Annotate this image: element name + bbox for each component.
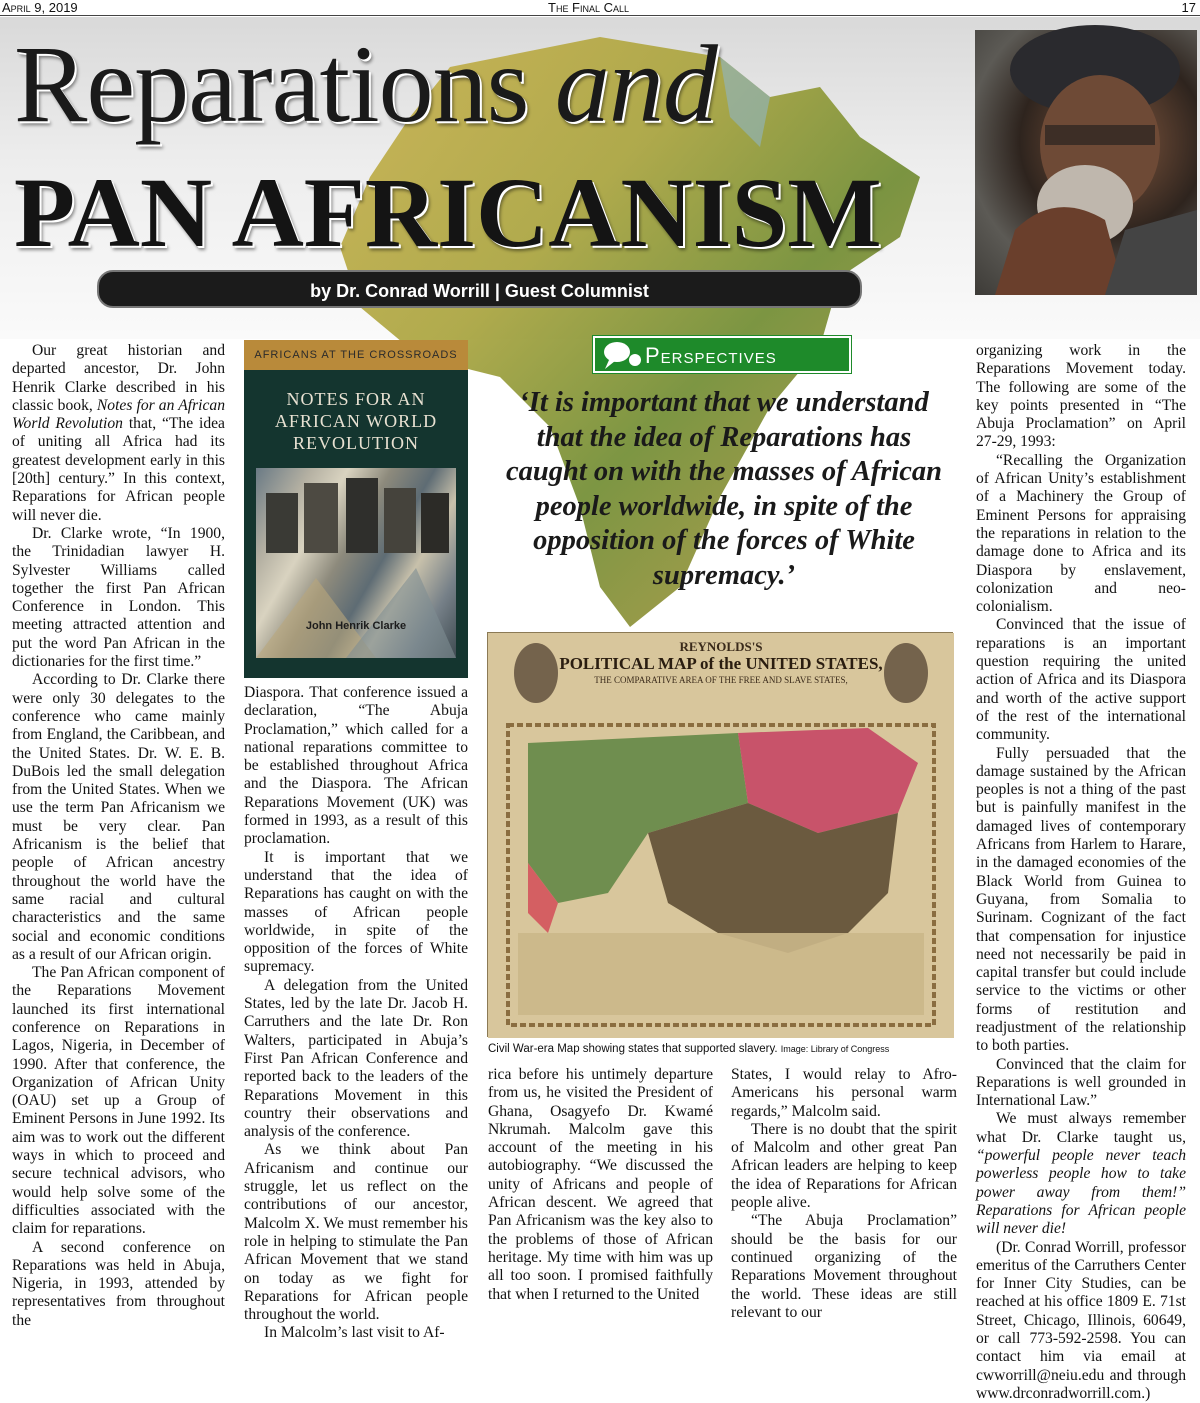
paragraph: In Malcolm’s last visit to Af- (264, 1324, 445, 1342)
paragraph: “Recalling the Organization of African Unity’s establishment of a Machinery the Group of Eminent Persons for appraising the reparations in relation to the damage done to Africa and its Diaspora by enslavement, colonization and neo-colonialism. (976, 451, 1186, 616)
paragraph: organizing work in the Reparations Movement today. The following are some of the key points presented in “The Abuja Proclamation” on April 27-29, 1993: (976, 342, 1186, 451)
book-cover-image (244, 340, 468, 678)
paragraph: Diaspora. That conference issued a declaration, “The Abuja Proclamation,” which called for a national reparations committee to be established throughout Africa and the Diaspora. The African Reparations Movement (UK) was formed in 1993, as a result of this proclamation. (244, 684, 468, 848)
paragraph: According to Dr. Clarke there were only 30 delegates to the conference who came mainly from England, the Caribbean, and the United States. Dr. W. E. B. DuBois led the small delegation from the United States. When we use the term Pan Africanism we must be very clear. Pan Africanism is the belief that people of African ancestry throughout the world have the same racial and cultural characteristics and the same social and economic conditions as a result of our African origin. (12, 671, 225, 963)
newspaper-name: The Final Call (548, 0, 630, 15)
byline-bar: by Dr. Conrad Worrill | Guest Columnist (97, 270, 862, 308)
paragraph: States, I would relay to Afro-Americans his personal warm regards,” Malcolm said. (731, 1066, 957, 1120)
paragraph: Dr. Clarke wrote, “In 1900, the Trinidadian lawyer H. Sylvester Williams called together the first Pan African Conference in London. This meeting attracted attention and put the word Pan African in the dictionaries for the first time.” (12, 524, 225, 671)
book-title: NOTES FOR AN AFRICAN WORLD REVOLUTION (274, 389, 438, 453)
paragraph: Convinced that the claim for Reparations is well grounded in International Law.” (976, 1055, 1186, 1110)
headline-line-2: PAN AFRICANISM (14, 157, 882, 268)
paragraph: A second conference on Reparations was held in Abuja, Nigeria, in 1993, attended by representatives from throughout the (12, 1238, 225, 1329)
map-heading: REYNOLDS'S (679, 639, 763, 654)
article-column-1 (12, 342, 225, 1330)
running-head (0, 0, 1200, 16)
political-map-image (487, 632, 953, 1037)
paragraph: It is important that we understand that the idea of Reparations has caught on with the masses of African people worldwide, in spite of the opposition of the forces of White supremacy. (244, 848, 468, 976)
paragraph: As we think about Pan Africanism and continue our struggle, let us reflect on the contributions of our ancestor, Malcolm X. We must remember his role in helping to stimulate the Pan African Movement that we stand on today as we fight for Reparations for African people throughout the world. (244, 1141, 468, 1324)
paragraph (12, 342, 225, 525)
headline-word-reparations: Reparations (14, 23, 529, 145)
page-number: 17 (1181, 0, 1196, 15)
article-column-2 (244, 684, 468, 1343)
paragraph: A delegation from the United States, led by the late Dr. Jacob H. Carruthers and the late Dr. Ron Walters, participated in Abuja’s First Pan African Conference and reported back to the leaders of the Reparations Movement in this country their observations and analysis of the conference. (244, 976, 468, 1141)
paragraph: “The Abuja Proclamation” should be the basis for our continued organizing of the Reparations Movement throughout the world. These ideas are still relevant to our (731, 1212, 957, 1321)
book-title-reference: Notes for an African World Revolution (12, 396, 226, 433)
article-column-5 (976, 342, 1186, 1403)
paragraph (976, 1110, 1186, 1238)
paragraph: Fully persuaded that the damage sustained by the African peoples is not a thing of the past but is painfully manifest in the damaged lives of contemporary Africans from Harlem to Harare, in the damaged economies of the Black World from Guinea to Guyana, from Somalia to Surinam. Cognizant of the fact that compensation for injustice need not necessarily be paid in capital transfer but could include service to the victims or other forms of restitution and readjustment of the relationship to both parties. (976, 744, 1186, 1055)
author-portrait-image (975, 30, 1197, 295)
map-title: POLITICAL MAP of the UNITED STATES, (559, 654, 883, 673)
text-run: that, “The idea of uniting all Africa had its greatest development early in this [20th] century.” In this context, Reparations for African people will never die. (12, 415, 225, 524)
headline-word-and: and (554, 23, 717, 145)
map-caption (488, 1042, 958, 1056)
caption-credit: Image: Library of Congress (780, 1044, 890, 1054)
map-subtitle: THE COMPARATIVE AREA OF THE FREE AND SLAVE STATES, (594, 675, 848, 685)
paragraph: rica before his untimely departure from us, he visited the President of Ghana, Osagyefo Dr. Kwamé Nkrumah. Malcolm gave this account of the meeting in his autobiography. “We discussed the unity of Africans and people of African descent. We agreed that Pan Africanism was the key also to the problems of those of African heritage. My time with him was up all too soon. I promised faithfully that when I returned to the United (488, 1066, 713, 1303)
book-series: AFRICANS AT THE CROSSROADS (244, 340, 468, 370)
author-photo (975, 30, 1197, 295)
portrait-left (514, 643, 558, 703)
article-column-4 (731, 1066, 957, 1322)
paragraph: There is no doubt that the spirit of Malcolm and other great Pan African leaders are helping to keep the idea of Reparations for African people alive. (731, 1120, 957, 1212)
article-column-3 (488, 1066, 713, 1304)
author-bio: (Dr. Conrad Worrill, professor emeritus of the Carruthers Center for Inner City Studies, can be reached at his office 1809 E. 71st Street, Chicago, Illinois, 60649, or call 773-592-2598. You can contact him via email at cwworrill@neiu.edu and through www.drconradworrill.com.) (976, 1238, 1186, 1402)
speech-bubble-icon (599, 338, 645, 371)
paragraph: Convinced that the issue of reparations is an important question requiring the united action of Africa and its Diaspora and worth of the active support of the rest of the international community. (976, 616, 1186, 744)
paragraph: The Pan African component of the Reparations Movement launched its first international conference on Reparations in Lagos, Nigeria, in December of 1990. After that conference, the Organization of African Unity (OAU) set up a Group of Eminent Persons in June 1992. Its aim was to work out the different ways in which to proceed and secure technical advisors, who would help solve some of the difficulties associated with the claim for reparations. (12, 964, 225, 1238)
map-illustration (488, 633, 954, 1038)
text-run: Our great historian and departed ancestor, Dr. John Henrik Clarke described in his classic book, (12, 342, 225, 414)
book-author: John Henrik Clarke (305, 620, 407, 632)
portrait-right (884, 643, 928, 703)
perspectives-badge (593, 336, 851, 373)
perspectives-label: Perspectives (645, 343, 777, 368)
text-run: We must always remember what Dr. Clarke taught us, (976, 1110, 1186, 1146)
caption-text: Civil War-era Map showing states that supported slavery. (488, 1043, 778, 1055)
headline-line-1 (14, 23, 717, 145)
clarke-quote: “powerful people never teach powerless people how to take power away from them!” Reparations for African people will never die! (976, 1147, 1186, 1238)
issue-date: April 9, 2019 (2, 0, 78, 15)
pull-quote: ‘It is important that we understand that the idea of Reparations has caught on with the masses of African people worldwide, in spite of the opposition of the forces of White supremacy.’ (505, 387, 943, 591)
